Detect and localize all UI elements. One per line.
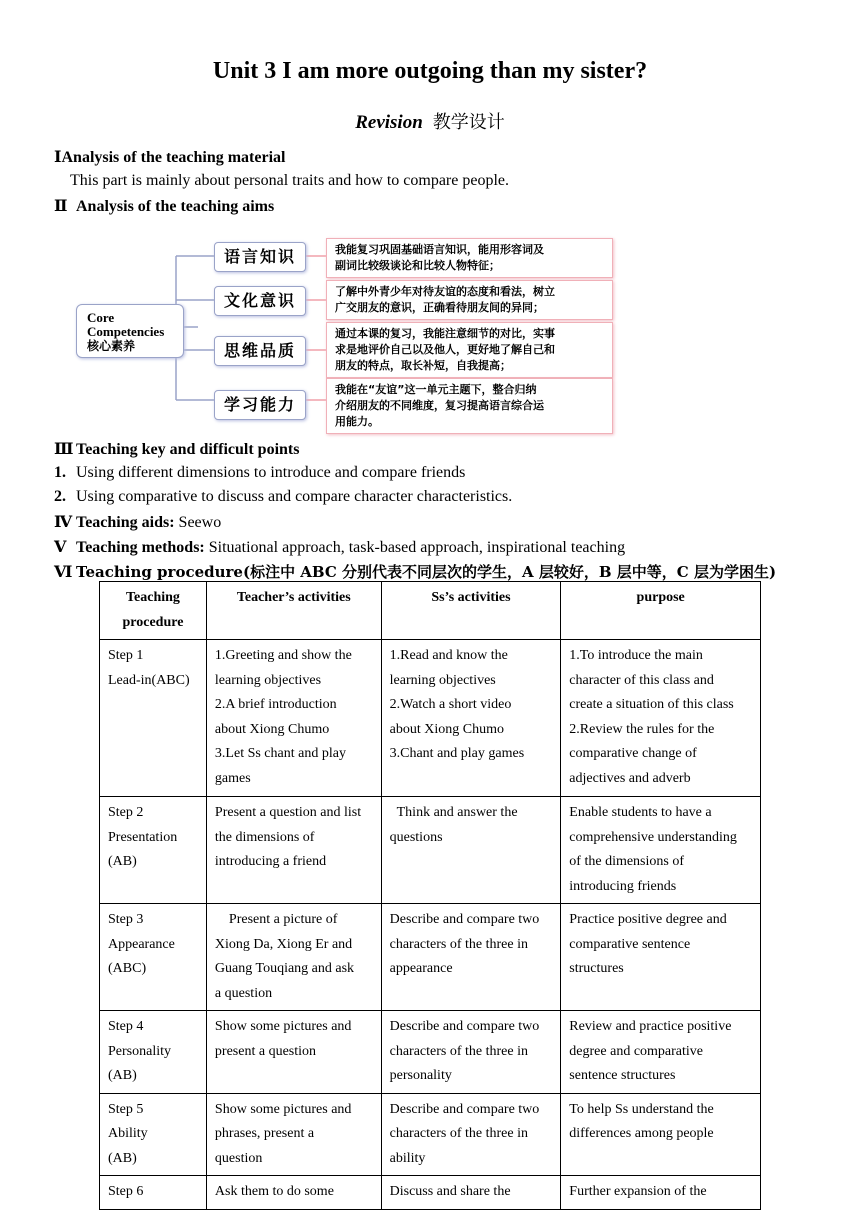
cell-line: create a situation of this class: [569, 697, 734, 712]
cell-line: 3.Let Ss chant and play: [214, 746, 346, 761]
section-1-heading: [54, 147, 285, 167]
desc-line: 我能在“友谊”这一单元主题下，整合归纳: [335, 383, 537, 396]
cell-line: (ABC): [108, 961, 147, 976]
section-5: [54, 537, 625, 557]
branch-learning-ability: 学习能力: [214, 390, 306, 420]
cell-line: Xiong Da, Xiong Er and: [214, 936, 353, 952]
cell-line: Show some pictures and: [214, 1101, 352, 1117]
header-line: procedure: [122, 614, 184, 630]
cell-line: games: [214, 770, 251, 786]
cell-line: Enable students to have a: [569, 805, 712, 820]
cell-line: degree and comparative: [569, 1043, 704, 1059]
cell-ss-activities: [381, 904, 561, 1011]
header-line: Teacher’s activities: [236, 590, 351, 605]
core-label-1: Core: [87, 310, 115, 325]
branch-thinking-quality-desc: [326, 322, 613, 378]
branch-language-knowledge: 语言知识: [214, 242, 306, 272]
cell-step: [100, 904, 207, 1011]
teaching-procedure-table: [99, 581, 761, 1210]
section-2-number: Ⅱ: [54, 198, 68, 215]
section-5-text: Situational approach, task-based approach, inspirational teaching: [208, 539, 626, 556]
subtitle-chinese: 教学设计: [432, 112, 505, 133]
cell-ss-activities: [381, 640, 561, 797]
cell-line: comparative sentence: [569, 936, 691, 952]
core-label-3: 核心素养: [87, 339, 136, 353]
cell-line: Step 3: [108, 912, 144, 927]
cell-line: Lead-in(ABC): [108, 672, 190, 688]
branch-cultural-awareness: 文化意识: [214, 286, 306, 316]
section-6-number: Ⅵ: [54, 564, 73, 581]
branch-learning-ability-desc: [326, 378, 613, 434]
cell-line: comparative change of: [569, 746, 697, 761]
key-point-1-text: Using different dimensions to introduce and compare friends: [76, 464, 466, 481]
desc-line: 用能力。: [335, 415, 379, 428]
cell-ss-activities: [381, 797, 561, 904]
section-6: [54, 561, 776, 582]
branch-language-knowledge-desc: [326, 238, 613, 278]
cell-line: Describe and compare two: [389, 1019, 540, 1034]
cell-line: (AB): [108, 1068, 137, 1083]
cell-line: Step 1: [108, 648, 144, 663]
cell-line: Further expansion of the: [569, 1184, 707, 1199]
section-5-title: Teaching methods:: [76, 539, 205, 556]
section-3-number: Ⅲ: [54, 441, 74, 458]
key-point-1: [54, 464, 465, 482]
cell-purpose: [561, 1093, 761, 1176]
cell-line: 1.To introduce the main: [569, 648, 703, 663]
cell-line: differences among people: [569, 1126, 714, 1141]
cell-line: 1.Read and know the: [389, 648, 508, 663]
cell-line: 2.Watch a short video: [389, 697, 512, 712]
cell-line: Describe and compare two: [389, 1101, 540, 1117]
cell-line: To help Ss understand the: [569, 1101, 714, 1117]
subtitle-english: Revision: [355, 112, 423, 133]
cell-line: Describe and compare two: [389, 912, 540, 927]
desc-line: 我能复习巩固基础语言知识，能用形容词及: [335, 243, 544, 256]
branch-cultural-awareness-desc: [326, 280, 613, 320]
section-6-title: Teaching procedure(标注中 ABC 分别代表不同层次的学生，A 层较好，B 层中等，C 层为学困生): [76, 563, 777, 581]
desc-line: 通过本课的复习，我能注意细节的对比，实事: [335, 327, 555, 340]
cell-ss-activities: [381, 1011, 561, 1094]
cell-line: characters of the three in: [389, 1043, 528, 1059]
cell-line: introducing a friend: [214, 854, 327, 869]
desc-line: 了解中外青少年对待友谊的态度和看法，树立: [335, 285, 555, 298]
cell-line: Step 5: [108, 1101, 144, 1117]
cell-line: (AB): [108, 854, 137, 869]
table-row: [100, 640, 761, 797]
cell-teacher-activities: [206, 1093, 381, 1176]
cell-purpose: [561, 797, 761, 904]
cell-line: character of this class and: [569, 672, 714, 688]
section-3-title: Teaching key and difficult points: [76, 441, 300, 458]
key-point-2-text: Using comparative to discuss and compare character characteristics.: [76, 488, 513, 505]
core-competencies-diagram: [72, 232, 632, 432]
desc-line: 介绍朋友的不同维度，复习提高语言综合运: [335, 399, 544, 412]
section-4-text: Seewo: [178, 514, 222, 531]
cell-line: Show some pictures and: [214, 1019, 352, 1034]
header-ss-activities: [381, 582, 561, 640]
section-4-number: Ⅳ: [54, 514, 73, 531]
document-title: Unit 3 I am more outgoing than my sister?: [212, 58, 648, 84]
cell-ss-activities: [381, 1093, 561, 1176]
cell-line: 2.Review the rules for the: [569, 721, 715, 737]
section-1-title: Analysis of the teaching material: [61, 149, 286, 166]
cell-line: structures: [569, 961, 624, 976]
cell-line: phrases, present a: [214, 1126, 315, 1141]
cell-line: present a question: [214, 1043, 317, 1059]
cell-teacher-activities: [206, 1011, 381, 1094]
cell-line: personality: [389, 1068, 452, 1083]
desc-line: 广交朋友的意识，正确看待朋友间的异同；: [335, 301, 544, 314]
key-point-2-number: 2.: [54, 488, 66, 505]
cell-teacher-activities: [206, 904, 381, 1011]
cell-line: characters of the three in: [389, 936, 528, 952]
cell-step: [100, 1093, 207, 1176]
desc-line: 副词比较级谈论和比较人物特征；: [335, 259, 500, 272]
cell-line: Ability: [108, 1126, 148, 1141]
cell-line: 3.Chant and play games: [389, 746, 525, 761]
cell-line: (AB): [108, 1150, 137, 1166]
cell-purpose: [561, 1176, 761, 1210]
header-teacher-activities: [206, 582, 381, 640]
desc-line: 求是地评价自己以及他人，更好地了解自己和: [335, 343, 555, 356]
section-4-title: Teaching aids:: [76, 514, 175, 531]
key-point-1-number: 1.: [54, 464, 66, 481]
cell-line: the dimensions of: [214, 829, 315, 845]
document-subtitle: [0, 108, 860, 134]
cell-line: Step 4: [108, 1019, 144, 1034]
cell-line: a question: [214, 985, 273, 1001]
cell-line: about Xiong Chumo: [214, 721, 330, 737]
core-label-2: Competencies: [87, 324, 165, 339]
cell-purpose: [561, 1011, 761, 1094]
cell-line: Appearance: [108, 936, 175, 952]
cell-line: Guang Touqiang and ask: [214, 961, 355, 976]
header-teaching-procedure: [100, 582, 207, 640]
cell-line: Ask them to do some: [214, 1184, 334, 1199]
section-5-number: Ⅴ: [54, 539, 67, 556]
header-line: Teaching: [125, 590, 180, 605]
cell-line: learning objectives: [389, 672, 496, 688]
cell-line: characters of the three in: [389, 1126, 528, 1141]
cell-line: Present a picture of: [214, 912, 338, 927]
section-2-heading: [54, 196, 274, 216]
header-line: purpose: [636, 590, 685, 605]
cell-purpose: [561, 904, 761, 1011]
table-row: [100, 1093, 761, 1176]
cell-line: learning objectives: [214, 672, 322, 688]
cell-teacher-activities: [206, 640, 381, 797]
cell-line: introducing friends: [569, 878, 677, 894]
cell-line: appearance: [389, 961, 453, 976]
core-competencies-node: [76, 304, 184, 358]
header-line: Ss’s activities: [431, 590, 511, 605]
cell-ss-activities: [381, 1176, 561, 1210]
cell-teacher-activities: [206, 1176, 381, 1210]
cell-line: Presentation: [108, 829, 178, 845]
cell-line: Step 2: [108, 805, 144, 820]
cell-line: ability: [389, 1150, 426, 1166]
section-2-title: Analysis of the teaching aims: [76, 198, 275, 215]
desc-line: 朋友的特点，取长补短，自我提高；: [335, 359, 511, 372]
cell-line: Discuss and share the: [389, 1184, 511, 1199]
key-point-2: [54, 488, 512, 506]
cell-line: about Xiong Chumo: [389, 721, 504, 737]
cell-line: Practice positive degree and: [569, 912, 727, 927]
cell-step: [100, 1011, 207, 1094]
table-row: [100, 1176, 761, 1210]
cell-line: Present a question and list: [214, 805, 362, 820]
section-4: [54, 512, 221, 532]
table-row: [100, 904, 761, 1011]
branch-thinking-quality: 思维品质: [214, 336, 306, 366]
table-row: [100, 797, 761, 904]
cell-line: Personality: [108, 1043, 171, 1059]
cell-line: questions: [389, 829, 443, 845]
header-purpose: [561, 582, 761, 640]
cell-step: [100, 1176, 207, 1210]
cell-line: of the dimensions of: [569, 854, 685, 869]
table-header-row: [100, 582, 761, 640]
cell-step: [100, 797, 207, 904]
cell-line: 1.Greeting and show the: [214, 648, 352, 663]
cell-purpose: [561, 640, 761, 797]
cell-step: [100, 640, 207, 797]
cell-line: question: [214, 1150, 263, 1166]
cell-teacher-activities: [206, 797, 381, 904]
cell-line: 2.A brief introduction: [214, 697, 337, 712]
section-1-text: This part is mainly about personal traits and how to compare people.: [70, 172, 509, 189]
cell-line: adjectives and adverb: [569, 770, 691, 786]
cell-line: sentence structures: [569, 1068, 676, 1083]
cell-line: Step 6: [108, 1184, 144, 1199]
table-row: [100, 1011, 761, 1094]
section-3-heading: [54, 439, 299, 459]
cell-line: comprehensive understanding: [569, 829, 737, 845]
cell-line: Review and practice positive: [569, 1019, 732, 1034]
cell-line: Think and answer the: [389, 805, 518, 820]
section-1-number: Ⅰ: [54, 149, 62, 166]
